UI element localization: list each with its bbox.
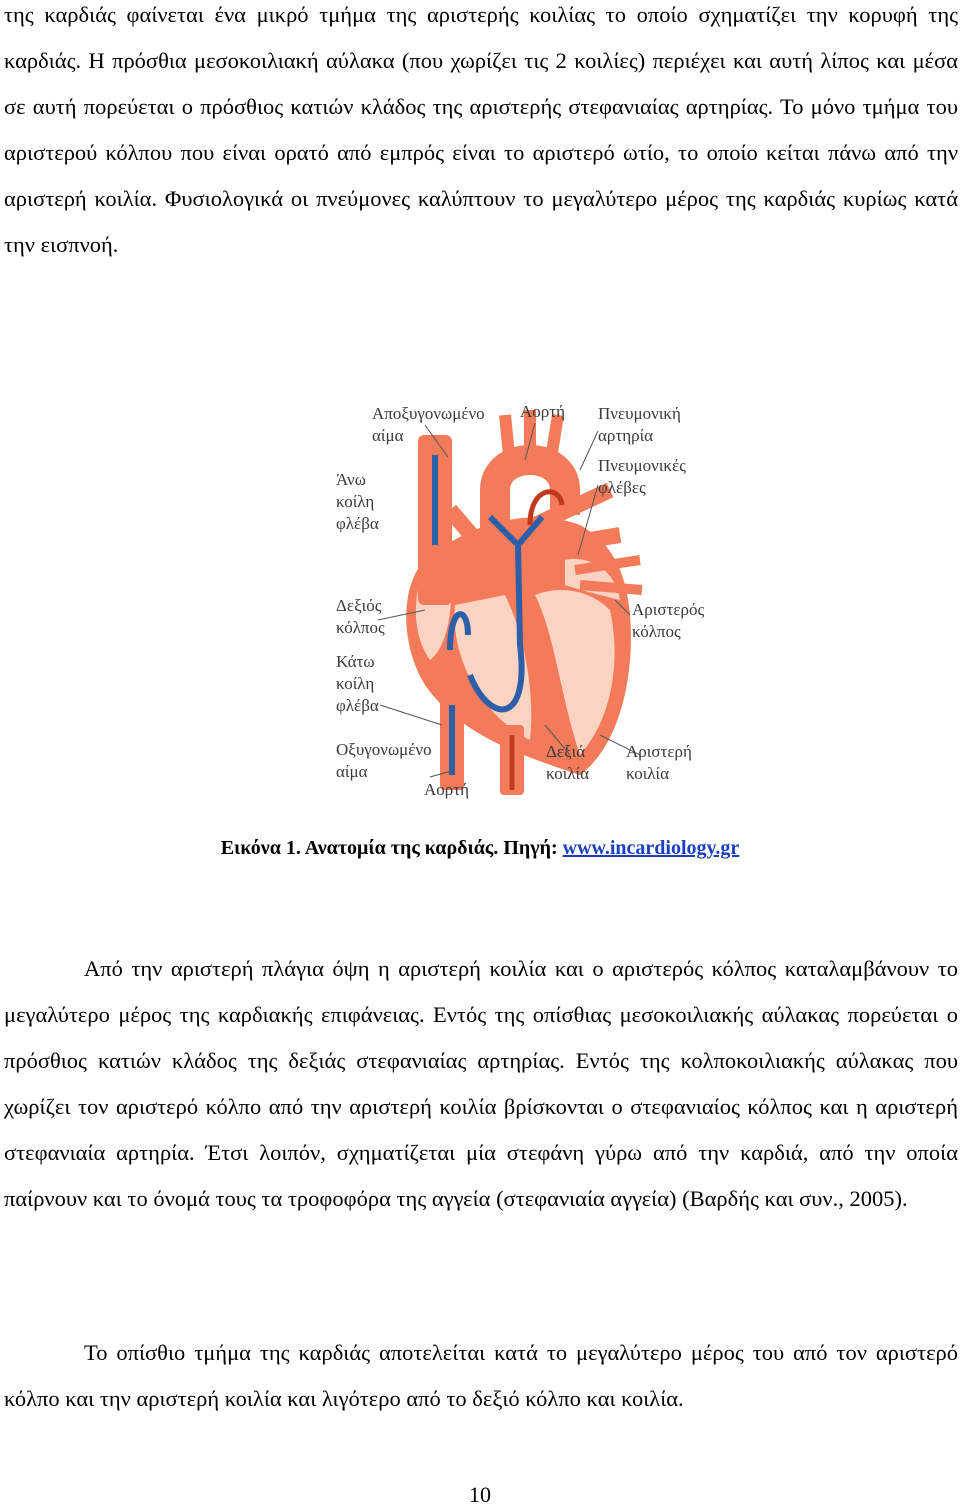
label-right-ventricle-2: κοιλία	[546, 764, 589, 783]
label-deoxygenated-blood-1: Αποξυγονωμένο	[372, 404, 485, 423]
paragraph-left-lateral-view: Από την αριστερή πλάγια όψη η αριστερή κοιλία και ο αριστερός κόλπος καταλαμβάνουν το μεγαλύτερο μέρος της καρδιακής επιφάνειας. Εντός της οπίσθιας μεσοκοιλιακής αύλακας πορεύεται ο πρόσθιος κατιών κλάδος της δεξιάς στεφανιαίας αρτηρίας. Εντός της κολποκοιλιακής αύλακας που χωρίζει τον αριστερό κόλπο από την αριστερή κοιλία βρίσκονται ο στεφανιαίος κόλπος και η αριστερή στεφανιαία αρτηρία. Έτσι λοιπόν, σχηματίζεται μία στεφάνη γύρω από την καρδιά, από την οποία παίρνουν και το όνομά τους τα τροφοφόρα της αγγεία (στεφανιαία αγγεία) (Βαρδής και συν., 2005).	[4, 956, 958, 1211]
label-pulmonary-veins-1: Πνευμονικές	[598, 456, 686, 475]
label-svc-2: κοίλη	[336, 492, 375, 511]
label-svc-3: φλέβα	[336, 514, 379, 533]
label-ivc-2: κοίλη	[336, 674, 375, 693]
label-aorta-bottom: Αορτή	[424, 780, 469, 799]
label-ivc-3: φλέβα	[336, 696, 379, 715]
label-pulmonary-artery-2: αρτηρία	[598, 426, 654, 445]
label-pulmonary-artery-1: Πνευμονική	[598, 404, 681, 423]
figure-caption	[0, 834, 960, 862]
label-deoxygenated-blood-2: αίμα	[372, 426, 404, 445]
label-left-ventricle-1: Αριστερή	[626, 742, 692, 761]
label-svc-1: Άνω	[336, 470, 366, 489]
label-left-ventricle-2: κοιλία	[626, 764, 669, 783]
label-left-atrium-1: Αριστερός	[632, 600, 705, 619]
heart-diagram	[330, 395, 710, 805]
label-oxygenated-blood-1: Οξυγονωμένο	[336, 740, 432, 759]
page-number: 10	[469, 1482, 491, 1507]
label-oxygenated-blood-2: αίμα	[336, 762, 368, 781]
label-pulmonary-veins-2: φλέβες	[598, 478, 646, 497]
caption-source-link[interactable]: www.incardiology.gr	[562, 837, 740, 859]
label-right-atrium-2: κόλπος	[336, 618, 385, 637]
label-right-atrium-1: Δεξιός	[336, 596, 382, 615]
paragraph-posterior-view: Το οπίσθιο τμήμα της καρδιάς αποτελείται κατά το μεγαλύτερο μέρος του από τον αριστερό κόλπο και την αριστερή κοιλία και λιγότερο από το δεξιό κόλπο και κοιλία.	[4, 1340, 958, 1411]
heart-anatomy-figure	[330, 395, 710, 805]
caption-text: Εικόνα 1. Ανατομία της καρδιάς. Πηγή:	[220, 837, 563, 859]
label-aorta-top: Αορτή	[520, 402, 565, 421]
label-right-ventricle-1: Δεξιά	[546, 742, 586, 761]
label-ivc-1: Κάτω	[336, 652, 375, 671]
paragraph-heart-anterior: της καρδιάς φαίνεται ένα μικρό τμήμα της αριστερής κοιλίας το οποίο σχηματίζει την κορυφή της καρδιάς. Η πρόσθια μεσοκοιλιακή αύλακα (που χωρίζει τις 2 κοιλίες) περιέχει και αυτή λίπος και μέσα σε αυτή πορεύεται ο πρόσθιος κατιών κλάδος της αριστερής στεφανιαίας αρτηρίας. Το μόνο τμήμα του αριστερού κόλπου που είναι ορατό από εμπρός είναι το αριστερό ωτίο, το οποίο κείται πάνω από την αριστερή κοιλία. Φυσιολογικά οι πνεύμονες καλύπτουν το μεγαλύτερο μέρος της καρδιάς κυρίως κατά την εισπνοή.	[4, 2, 958, 257]
label-left-atrium-2: κόλπος	[632, 622, 681, 641]
